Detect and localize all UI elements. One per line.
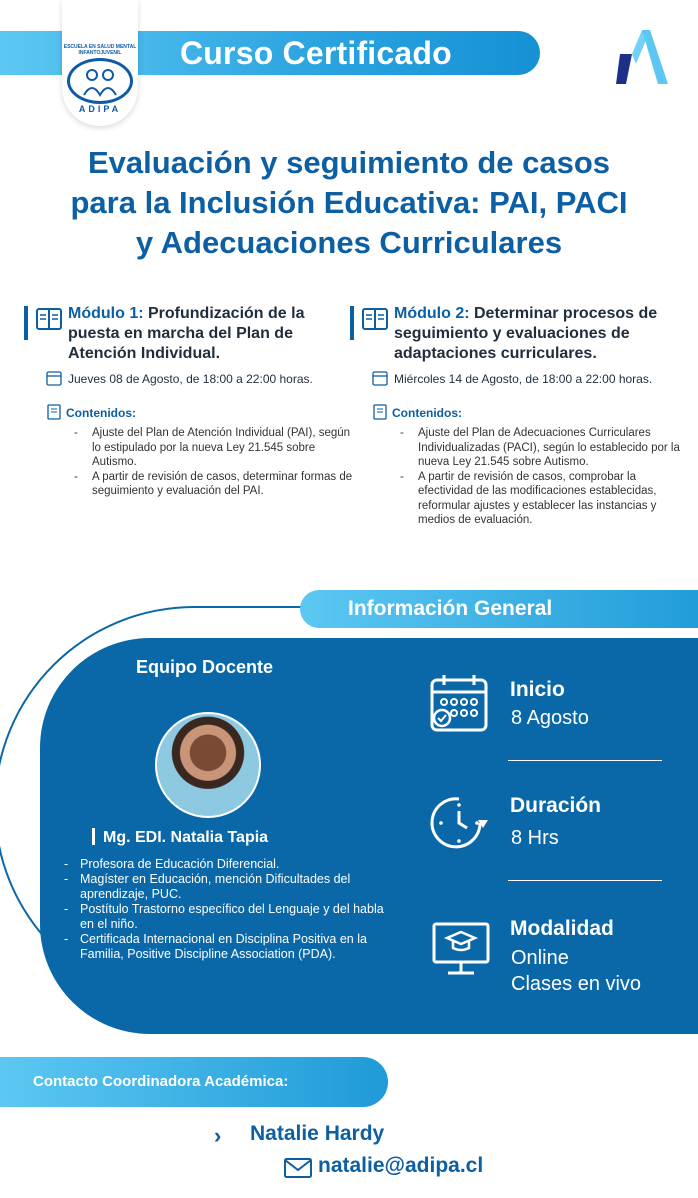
document-icon <box>372 404 388 420</box>
course-title-line3: y Adecuaciones Curriculares <box>135 225 563 260</box>
contact-email-link[interactable]: natalie@adipa.cl <box>318 1154 484 1177</box>
chevron-right-icon: › <box>214 1123 222 1148</box>
module-date: Miércoles 14 de Agosto, de 18:00 a 22:00 horas. <box>394 372 653 386</box>
clock-icon <box>428 792 490 854</box>
list-item: - A partir de revisión de casos, comprobar la efectividad de las modificaciones establecidas, reformular ajustes y establecer las instancias y medios de evaluación. <box>400 470 680 528</box>
module-accent-bar <box>24 306 28 340</box>
online-class-icon <box>430 916 492 978</box>
module-title: Profundización de la puesta en marcha del Plan de Atención Individual. <box>68 305 305 362</box>
team-title: Equipo Docente <box>136 657 274 677</box>
course-title-line2: para la Inclusión Educativa: PAI, PACI <box>70 185 628 220</box>
contents-list <box>74 426 354 499</box>
module-key: Módulo 1: <box>68 305 144 322</box>
children-icon <box>70 61 130 101</box>
contents-label: Contenidos: <box>392 406 462 420</box>
list-item: - A partir de revisión de casos, determinar formas de seguimiento y evaluación del PAI. <box>74 470 354 499</box>
header-title: Curso Certificado <box>180 35 452 71</box>
badge-text: ESCUELA EN SALUD MENTAL INFANTOJUVENIL <box>63 44 137 56</box>
course-title-line1: Evaluación y seguimiento de casos <box>87 145 611 180</box>
contact-title: Contacto Coordinadora Académica: <box>33 1073 289 1090</box>
mode-value-live: Clases en vivo <box>511 973 642 995</box>
contents-list <box>400 426 680 528</box>
start-value: 8 Agosto <box>511 707 589 729</box>
teacher-photo <box>155 712 261 818</box>
document-icon <box>46 404 62 420</box>
mode-label: Modalidad <box>510 917 614 940</box>
course-title <box>0 143 698 263</box>
list-item: - Magíster en Educación, mención Dificultades del aprendizaje, PUC. <box>64 872 394 902</box>
module-title: Determinar procesos de seguimiento y evaluaciones de adaptaciones curriculares. <box>394 305 658 362</box>
contents-label: Contenidos: <box>66 406 136 420</box>
list-item: - Certificada Internacional en Disciplina Positiva en la Familia, Positive Discipline Association (PDA). <box>64 932 394 962</box>
list-item: - Profesora de Educación Diferencial. <box>64 857 394 872</box>
start-label: Inicio <box>510 678 565 701</box>
mode-value-online: Online <box>511 947 569 969</box>
teacher-name: Mg. EDI. Natalia Tapia <box>92 828 268 847</box>
contact-name: Natalie Hardy <box>250 1122 385 1145</box>
calendar-icon <box>372 370 388 386</box>
info-title: Información General <box>348 597 553 620</box>
module-date: Jueves 08 de Agosto, de 18:00 a 22:00 horas. <box>68 372 313 386</box>
teacher-credentials <box>64 857 394 962</box>
adipa-logo-icon <box>612 30 668 84</box>
book-icon <box>360 304 390 334</box>
divider <box>508 880 662 881</box>
module-heading <box>68 304 348 364</box>
list-item: - Ajuste del Plan de Adecuaciones Curriculares Individualizadas (PACI), según lo establecido por la nueva Ley 21.545 sobre Autismo. <box>400 426 680 470</box>
module-accent-bar <box>350 306 354 340</box>
badge-emblem <box>67 58 133 104</box>
adipa-badge <box>62 0 138 126</box>
duration-label: Duración <box>510 794 602 817</box>
badge-name: ADIPA <box>78 104 122 114</box>
module-heading <box>394 304 674 364</box>
calendar-icon <box>46 370 62 386</box>
module-key: Módulo 2: <box>394 305 470 322</box>
book-icon <box>34 304 64 334</box>
list-item: - Ajuste del Plan de Atención Individual (PAI), según lo estipulado por la nueva Ley 21.545 sobre Autismo. <box>74 426 354 470</box>
duration-value: 8 Hrs <box>511 827 559 849</box>
calendar-icon <box>428 672 490 734</box>
mail-icon <box>284 1158 312 1178</box>
list-item: - Postítulo Trastorno específico del Lenguaje y del habla en el niño. <box>64 902 394 932</box>
divider <box>508 760 662 761</box>
